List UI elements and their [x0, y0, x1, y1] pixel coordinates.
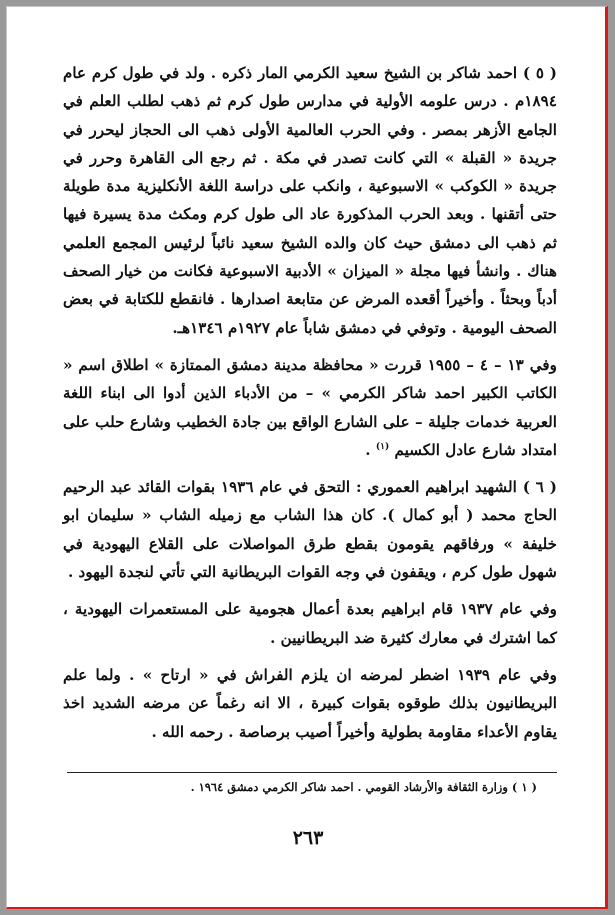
page-number: ٢٦٣ [292, 827, 324, 849]
footnote-reference: (١) [375, 441, 390, 452]
footnote-divider [67, 772, 557, 773]
paragraph-1937: وفي عام ١٩٣٧ قام ابراهيم بعدة أعمال هجومية على المستعمرات اليهودية ، كما اشترك في معارك كثيرة ضد البريطانيين . [63, 600, 558, 647]
paragraph-note-5: ( ٥ ) احمد شاكر بن الشيخ سعيد الكرمي المار ذكره . ولد في طول كرم عام ١٨٩٤م . درس علومه الأولية في مدارس طول كرم ثم ذهب لطلب العلم في الجامع الأزهر بمصر . وفي الحرب العالمية الأولى ذهب الى الحجاز ليحرر في جريدة « القبلة » التي كانت تصدر في مكة . ثم رجع الى القاهرة وحرر في جريدة « الكوكب » الاسبوعية ، وانكب على دراسة اللغة الأنكليزية مدة طويلة حتى أتقنها . وبعد الحرب المذكورة عاد الى طول كرم ومكث مدة يسيرة فيها ثم ذهب الى دمشق حيث كان والده الشيخ سعيد نائباً لرئيس المجمع العلمي هناك . وانشأ فيها مجلة « الميزان » الأدبية الاسبوعية فكانت من خيار الصحف أدباً وبحثاً . وأخيراً أقعده المرض عن متابعة اصدارها . فانقطع للكتابة في بعض الصحف اليومية . وتوفي في دمشق شاباً عام ١٩٢٧م ١٣٤٦هـ. [63, 64, 557, 337]
document-page [6, 6, 608, 909]
paragraph-note-6: ( ٦ ) الشهيد ابراهيم العموري : التحق في عام ١٩٣٦ بقوات القائد عبد الرحيم الحاج محمد ( أبو كمال ). كان هذا الشاب مع زميله الشاب « سليمان ابو خليفة » ورفاقهم يقومون بقطع طرق المواصلات على القلاع اليهودية في شهول طول كرم ، ويقفون في وجه القوات البريطانية التي تأتي لنجدة اليهود . [63, 478, 557, 582]
paragraph-street-naming-text: وفي ١٣ – ٤ – ١٩٥٥ قررت « محافظة مدينة دمشق الممتازة » اطلاق اسم « الكاتب الكبير احمد شاكر الكرمي » – من الأدباء الذين أدوا الى ابناء اللغة العربية خدمات جليلة – على الشارع الواقع بين جادة الخطيب وشارع حلب على امتداد شارع عادل الكسيم [63, 355, 557, 459]
body-text [63, 59, 557, 746]
footnote: ( ١ ) وزارة الثقافة والأرشاد القومي . احمد شاكر الكرمي دمشق ١٩٦٤ . [190, 780, 537, 794]
paragraph-1939: وفي عام ١٩٣٩ اضطر لمرضه ان يلزم الفراش في « ارتاح » . ولما علم البريطانيون بذلك طوقوه بقوات كبيرة ، الا انه رغماً عن مرضه الشديد اخذ يقاوم الأعداء مقاومة بطولية وأخيراً أصيب برصاصة . رحمه الله . [63, 665, 558, 741]
paragraph-street-naming: وفي ١٣ – ٤ – ١٩٥٥ قررت « محافظة مدينة دمشق الممتازة » اطلاق اسم « الكاتب الكبير احمد شاكر الكرمي » – من الأدباء الذين أدوا الى ابناء اللغة العربية خدمات جليلة – على الشارع الواقع بين جادة الخطيب وشارع حلب على امتداد شارع عادل الكسيم $^{(١)}$ . [63, 355, 557, 459]
